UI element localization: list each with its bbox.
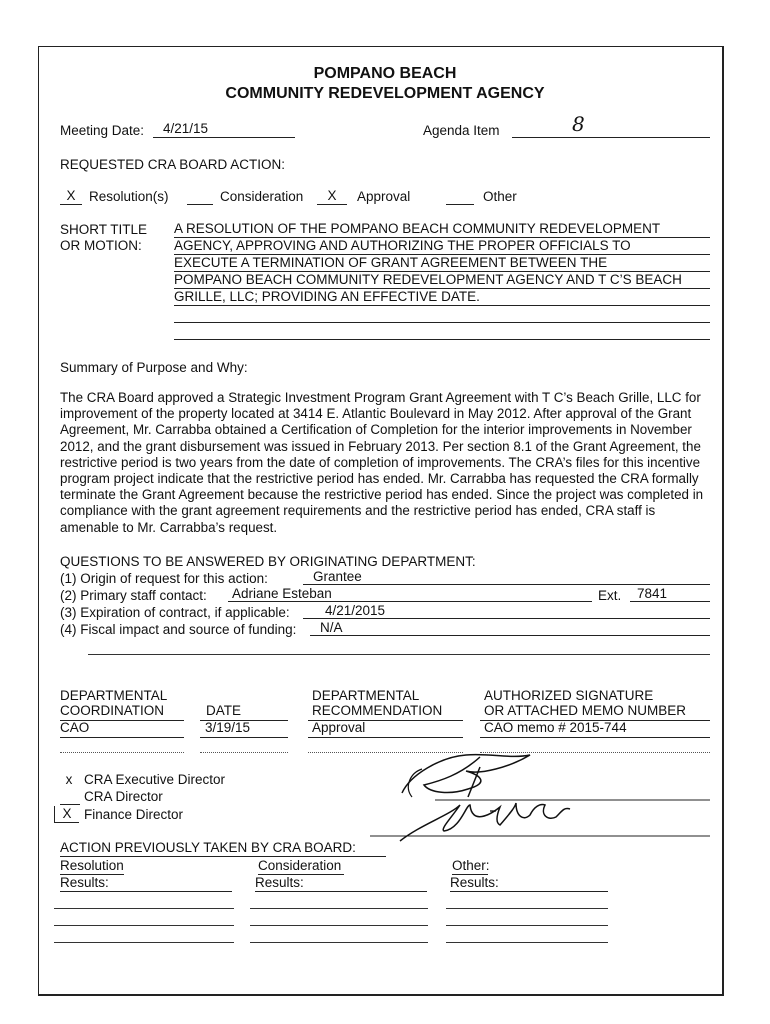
agenda-item-field[interactable] [512, 112, 710, 138]
q3-field[interactable] [303, 602, 710, 619]
executive-director-mark[interactable]: x [65, 772, 73, 787]
q2-value: Adriane Esteban [232, 586, 332, 601]
coordination-blank-line [60, 752, 184, 753]
date-header: DATE [206, 703, 242, 718]
recommendation-value: Approval [312, 720, 366, 735]
cra-director-checkbox[interactable] [60, 789, 80, 805]
prev-oth-line-1 [446, 908, 608, 909]
signature-value-field[interactable] [480, 720, 710, 738]
coordination-value-field[interactable] [60, 720, 184, 738]
prev-resolution-wrap [60, 858, 124, 875]
date-header-wrap [200, 703, 288, 721]
q4-field[interactable] [310, 619, 710, 636]
resolution-checkbox[interactable] [60, 188, 82, 205]
prev-res-line-3 [54, 942, 234, 943]
summary-heading: Summary of Purpose and Why: [60, 360, 248, 375]
short-title-label: SHORT TITLE [60, 222, 148, 237]
signature-header-2-wrap [480, 703, 710, 721]
q1-field[interactable] [303, 568, 710, 585]
other-checkbox[interactable] [446, 188, 474, 205]
q2-label: (2) Primary staff contact: [60, 588, 207, 603]
agency-city-title: POMPANO BEACH [313, 65, 457, 82]
previous-action-heading: ACTION PREVIOUSLY TAKEN BY CRA BOARD: [60, 840, 356, 855]
short-title-line-1: A RESOLUTION OF THE POMPANO BEACH COMMUNITY REDEVELOPMENT [174, 220, 710, 238]
prev-consideration-results-field[interactable] [255, 875, 427, 892]
q3-label: (3) Expiration of contract, if applicable: [60, 605, 290, 620]
prev-res-line-1 [54, 908, 234, 909]
signature-value: CAO memo # 2015-744 [484, 720, 627, 735]
date-value-field[interactable] [200, 720, 288, 738]
approval-mark: X [327, 188, 337, 203]
short-title-blank-1 [174, 305, 710, 323]
short-title-line-5: GRILLE, LLC; PROVIDING AN EFFECTIVE DATE. [174, 288, 710, 306]
approval-checkbox[interactable] [317, 188, 347, 205]
questions-heading: QUESTIONS TO BE ANSWERED BY ORIGINATING DEPARTMENT: [60, 554, 476, 569]
q4-label: (4) Fiscal impact and source of funding: [60, 622, 297, 637]
prev-con-line-1 [250, 908, 428, 909]
meeting-date-value: 4/21/15 [163, 121, 209, 136]
prev-other-wrap [452, 858, 488, 875]
q1-value: Grantee [313, 569, 362, 584]
prev-resolution-results-field[interactable] [60, 875, 232, 892]
q4-value: N/A [320, 620, 343, 635]
summary-body: The CRA Board approved a Strategic Investment Program Grant Agreement with T C’s Beach Grille, LLC for improvement of the property located at 3414 E. Atlantic Boulevard in May 2012. After approval of the Grant Agreement, Mr. Carrabba obtained a Certification of Completion for the interior improvements in November 2012, and the grant disbursement was issued in February 2013. Per section 8.1 of the Grant Agreement, the restrictive period is two years from the date of completion of improvements. The CRA’s files for this incentive program project indicate that the restrictive period has ended. Mr. Carrabba has requested the CRA formally terminate the Grant Agreement because the restrictive period has ended. Since the project was completed in compliance with the grant agreement requirements and the restrictive period has ended, CRA staff is amenable to Mr. Carrabba’s request. [60, 390, 704, 535]
coordination-value: CAO [60, 720, 90, 735]
prev-other-results-field[interactable] [450, 875, 608, 892]
prev-oth-line-2 [446, 925, 608, 926]
date-blank-line [200, 752, 288, 753]
resolution-mark: X [66, 188, 76, 203]
prev-consideration-results-label: Results: [255, 875, 304, 890]
prev-con-line-2 [250, 925, 428, 926]
signature-header-2: OR ATTACHED MEMO NUMBER [484, 703, 687, 718]
prev-res-line-2 [54, 925, 234, 926]
agenda-item-label: Agenda Item [423, 123, 500, 138]
coordination-header-2: COORDINATION [60, 703, 164, 718]
recommendation-header-2-wrap [308, 703, 463, 721]
ext-field[interactable] [630, 585, 710, 602]
finance-director-checkbox[interactable] [54, 806, 79, 823]
short-title-line-4: POMPANO BEACH COMMUNITY REDEVELOPMENT AGENCY AND T C’S BEACH [174, 271, 710, 289]
requested-action-heading: REQUESTED CRA BOARD ACTION: [60, 157, 286, 172]
ext-value: 7841 [637, 586, 668, 601]
consideration-label: Consideration [220, 189, 304, 204]
cra-director-label: CRA Director [84, 789, 163, 804]
finance-director-mark: X [62, 806, 72, 821]
resolution-label: Resolution(s) [89, 189, 169, 204]
prev-resolution-results-label: Results: [60, 875, 109, 890]
coordination-header-1: DEPARTMENTAL [60, 688, 168, 703]
short-title-line-2: AGENCY, APPROVING AND AUTHORIZING THE PROPER OFFICIALS TO [174, 237, 710, 255]
prev-resolution-label: Resolution [60, 858, 124, 873]
approval-label: Approval [357, 189, 411, 204]
short-title-blank-2 [174, 322, 710, 340]
previous-action-heading-wrap [60, 840, 386, 857]
q3-value: 4/21/2015 [325, 603, 386, 618]
recommendation-header-2: RECOMMENDATION [312, 703, 443, 718]
consideration-checkbox[interactable] [187, 188, 213, 205]
date-value: 3/19/15 [205, 720, 251, 735]
ext-label: Ext. [598, 588, 622, 603]
executive-director-label: CRA Executive Director [84, 772, 226, 787]
meeting-date-field[interactable] [153, 120, 295, 138]
meeting-date-label: Meeting Date: [60, 123, 145, 138]
prev-consideration-wrap [258, 858, 344, 875]
recommendation-header-1: DEPARTMENTAL [312, 688, 420, 703]
other-label: Other [483, 189, 517, 204]
finance-director-label: Finance Director [84, 807, 184, 822]
director-signatures [340, 745, 720, 855]
prev-other-label: Other: [452, 858, 490, 873]
or-motion-label: OR MOTION: [60, 238, 142, 253]
q1-label: (1) Origin of request for this action: [60, 571, 268, 586]
questions-extra-line [88, 654, 710, 655]
recommendation-value-field[interactable] [308, 720, 463, 738]
prev-other-results-label: Results: [450, 875, 499, 890]
short-title-line-3: EXECUTE A TERMINATION OF GRANT AGREEMENT BETWEEN THE [174, 254, 710, 272]
signature-header-1: AUTHORIZED SIGNATURE [484, 688, 654, 703]
q2-field[interactable] [228, 585, 592, 602]
prev-con-line-3 [250, 942, 428, 943]
coordination-header-2-wrap [60, 703, 184, 721]
prev-oth-line-3 [446, 942, 608, 943]
agency-title: COMMUNITY REDEVELOPMENT AGENCY [225, 85, 545, 102]
prev-consideration-label: Consideration [258, 858, 342, 873]
agenda-item-value: 8 [572, 112, 585, 136]
